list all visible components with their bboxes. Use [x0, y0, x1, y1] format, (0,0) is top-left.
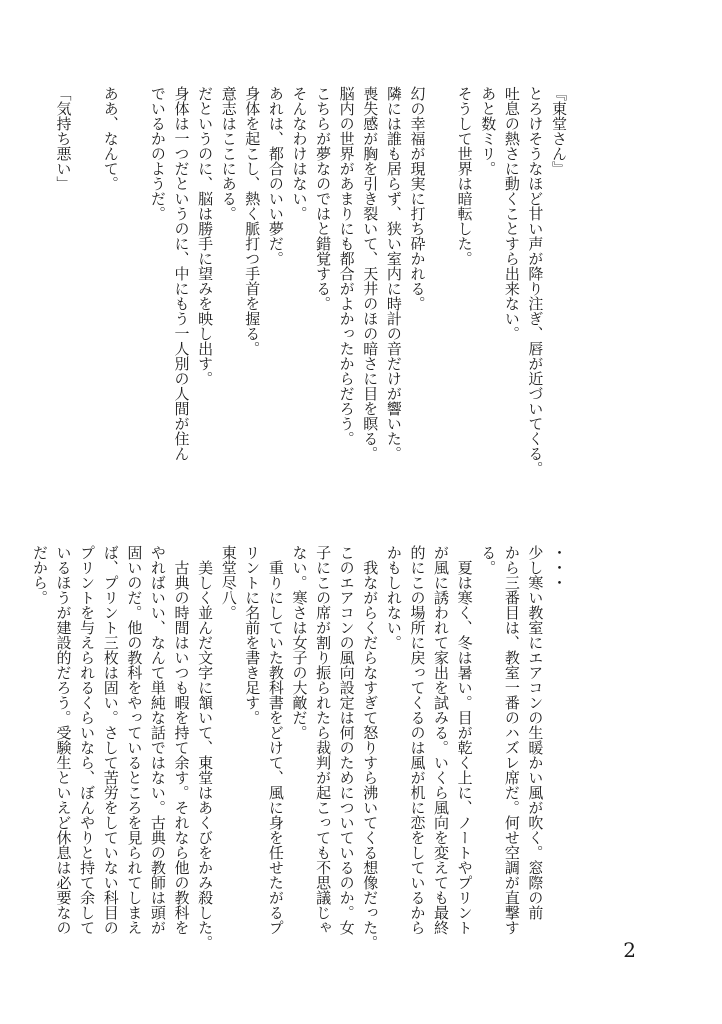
text-line: 少し寒い教室にエアコンの生暖かい風が吹く。窓際の前 [526, 545, 545, 920]
text-line: から三番目は、教室一番のハズレ席だ。何せ空調が直撃す [502, 545, 521, 935]
text-line: でいるかのようだ。 [148, 86, 167, 221]
text-line: 脳内の世界があまりにも都合がよかったからだろう。 [337, 86, 356, 446]
blank-line [122, 86, 146, 506]
text-line: 『東堂さん』 [550, 86, 568, 176]
text-line: 美しく並んだ文字に頷いて、東堂はあくびをかみ殺した。 [196, 545, 215, 950]
top-text-block [51, 86, 570, 506]
text-line: 身体は一つだというのに、中にもう一人別の人間が住ん [172, 86, 191, 461]
text-line: が風に誘われて家出を試みる。いくら風向を変えても最終 [432, 545, 451, 935]
text-line: 吐息の熱さに動くことすら出来ない。 [502, 86, 521, 341]
text-line: ない。寒さは女子の大敵だ。 [290, 545, 309, 740]
text-line: 重りにしていた教科書をどけて、風に身を任せたがるプ [266, 545, 285, 935]
text-line: ああ、なんて。 [101, 86, 120, 191]
text-line: リントに名前を書き足す。 [243, 545, 262, 725]
text-line: 意志はここにある。 [219, 86, 238, 221]
page-number: 2 [623, 938, 636, 962]
text-line: ば、プリント三枚は固い。さして苦労をしていない科目の [101, 545, 120, 935]
bottom-text-block [27, 545, 570, 965]
text-line: そんなわけはない。 [290, 86, 309, 221]
text-line: 古典の時間はいつも暇を持て余す。それなら他の教科を [172, 545, 191, 935]
text-line: そうして世界は暗転した。 [455, 86, 474, 266]
text-line: 幻の幸福が現実に打ち砕かれる。 [408, 86, 427, 311]
text-line: いるほうが建設的だろう。受験生といえど休息は必要なの [54, 545, 73, 935]
text-line: プリントを与えられるくらいなら、ぼんやりと持て余して [78, 545, 97, 935]
text-line: 固いのだ。他の教科をやっているところを見られてしまえ [125, 545, 144, 935]
text-line: あと数ミリ。 [479, 86, 498, 176]
text-line: 「気持ち悪い」 [54, 86, 73, 191]
text-line: 喪失感が胸を引き裂いて、天井のほの暗さに目を瞑る。 [361, 86, 380, 461]
text-line: 夏は寒く、冬は暑い。目が乾く上に、ノートやプリント [455, 545, 474, 935]
text-line: ・・・ [550, 545, 568, 590]
text-line: 我ながらくだらなすぎて怒りすら沸いてくる想像だった。 [361, 545, 380, 950]
text-line: こちらが夢なのではと錯覚する。 [314, 86, 333, 311]
text-line: やればいい、なんて単純な話ではない。古典の教師は頭が [148, 545, 167, 935]
text-line: 子にこの席が割り振られたら裁判が起こっても不思議じゃ [314, 545, 333, 935]
blank-line [75, 86, 99, 506]
text-line: 東堂尽八。 [219, 545, 238, 620]
text-line: 身体を起こし、熱く脈打つ手首を握る。 [243, 86, 262, 356]
text-line: だというのに、脳は勝手に望みを映し出す。 [196, 86, 215, 386]
text-line: あれは、都合のいい夢だ。 [266, 86, 285, 266]
text-line: 隣には誰も居らず、狭い室内に時計の音だけが響いた。 [384, 86, 403, 461]
text-line: だから。 [30, 545, 49, 605]
text-line: とろけそうなほど甘い声が降り注ぎ、唇が近づいてくる。 [526, 86, 545, 476]
text-line: る。 [479, 545, 498, 575]
text-line: このエアコンの風向設定は何のためについているのか。女 [337, 545, 356, 935]
text-line: かもしれない。 [384, 545, 403, 650]
text-line: 的にこの場所に戻ってくるのは風が机に恋をしているから [408, 545, 427, 935]
blank-line [428, 86, 452, 506]
